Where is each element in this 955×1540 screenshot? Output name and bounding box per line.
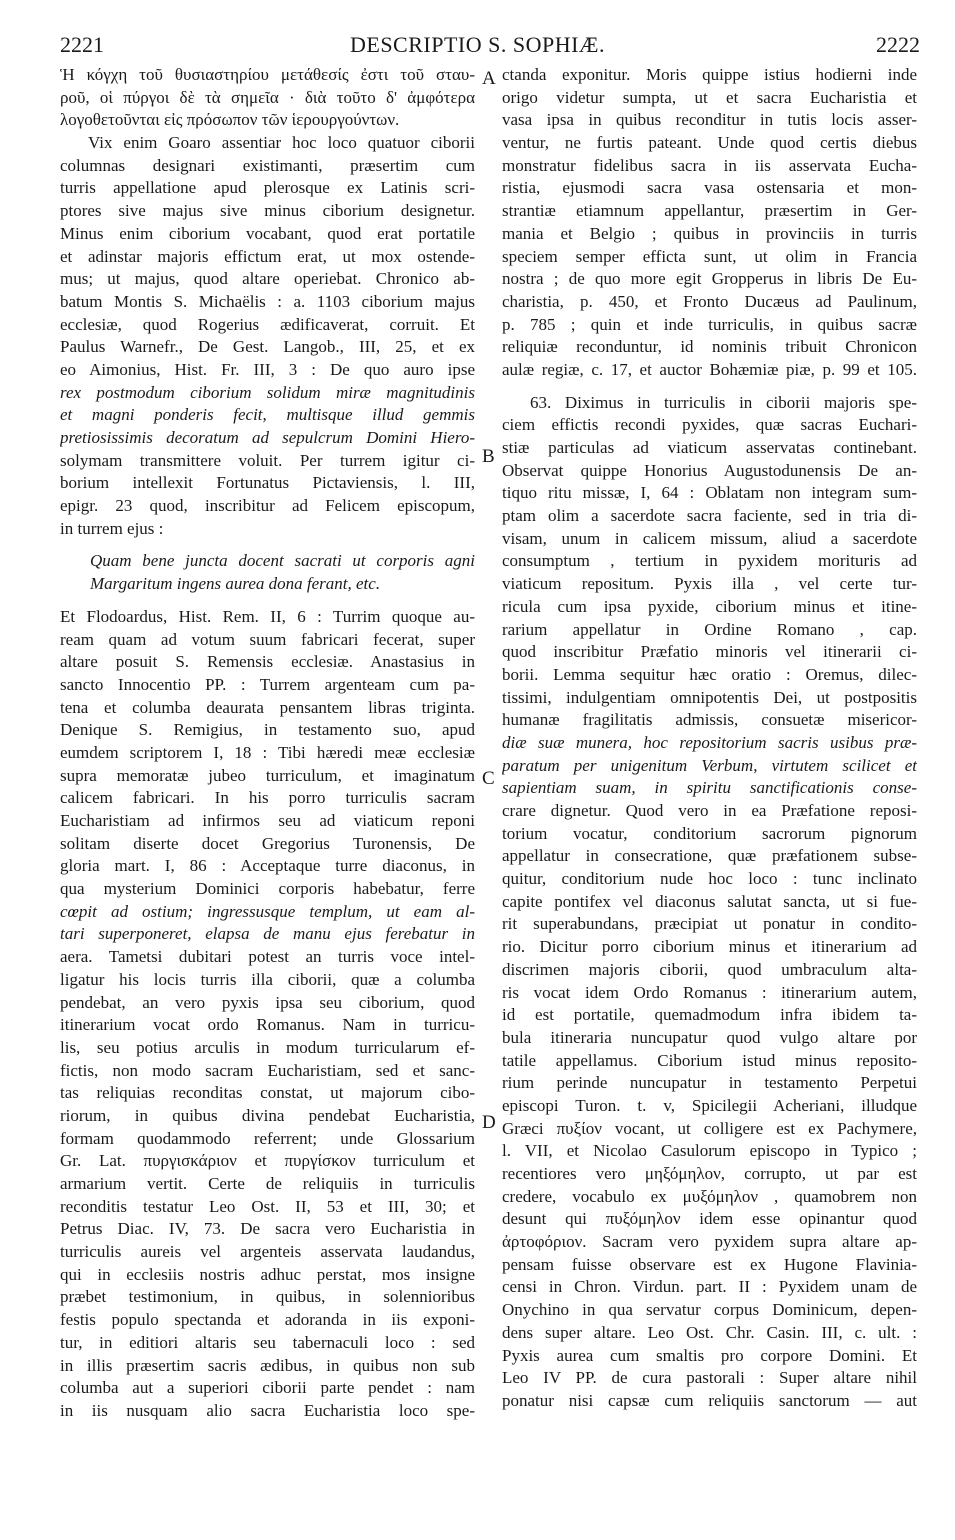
right-column-line: tatile appellamus. Ciborium istud minus reposito- xyxy=(502,1050,917,1070)
right-column-line: rit superabundans, præcipiat ut ponatur in condito- xyxy=(502,914,917,934)
right-column-line: humanæ fragilitatis admissis, consuetæ misericor- xyxy=(502,710,917,730)
left-column-line: in iis nusquam alio sacra Eucharistia loco spe- xyxy=(60,1400,475,1420)
left-column-line: columnas designari existimanti, præsertim cum xyxy=(60,155,475,175)
right-column-line: monstratur fidelibus sacra in iis asservata Eucha- xyxy=(502,155,917,175)
right-column-line: torium vocatur, conditorium sacrorum pignorum xyxy=(502,823,917,843)
left-column-line: pendebat, an vero pyxis ipsa seu ciborium, quod xyxy=(60,992,475,1012)
right-column-line: rium perinde nuncupatur in testamento Perpetui xyxy=(502,1073,917,1093)
left-column-line: epigr. 23 quod, inscribitur ad Felicem episcopum, xyxy=(60,496,475,516)
left-column-line: ecclesiæ, quod Rogerius ædificaverat, corruit. Et xyxy=(60,314,475,334)
right-column-line: ctanda exponitur. Moris quippe istius hodierni inde xyxy=(502,65,917,84)
left-column-line: in turrem ejus : xyxy=(60,518,164,538)
left-column-line: riorum, in quibus divina pendebat Eucharistia, xyxy=(60,1105,475,1125)
left-column-line: rex postmodum ciborium solidum miræ magnitudinis xyxy=(60,382,475,402)
left-column-line: ροῦ, οἱ πύργοι δὲ τὰ σημεῖα · διὰ τοῦτο δ' ἀμφότερα xyxy=(60,87,475,107)
right-column-line: Onychino in qua servatur corpus Dominicum, depen- xyxy=(502,1300,917,1320)
right-column-line: ventur, ne furtis pateant. Unde quod certis diebus xyxy=(502,133,917,153)
right-column-line: visam, unum in calicem missum, aliud a sacerdote xyxy=(502,528,917,548)
right-column-line: capite pontifex vel diaconus salutat sancta, ut si fue- xyxy=(502,891,917,911)
left-column-line: armarium vertit. Certe de reliquiis in turriculis xyxy=(60,1174,475,1193)
right-column xyxy=(502,64,917,1413)
left-column-line: cœpit ad ostium; ingressusque templum, ut eam al- xyxy=(60,901,475,921)
right-column-line: dens super altare. Leo Ost. Chr. Casin. III, c. ult. : xyxy=(502,1322,917,1342)
left-column-line: in illis præsertim sacris ædibus, in quibus non sub xyxy=(60,1355,475,1375)
left-column-line: Denique S. Remigius, in testamento suo, apud xyxy=(60,720,475,740)
page-number-left: 2221 xyxy=(60,32,104,57)
left-column-line: calicem fabricari. In his porro turriculis sacram xyxy=(60,788,475,808)
right-column-line: pensam fuisse observare est ex Hugone Flavinia- xyxy=(502,1254,917,1274)
left-column-line: fictis, non modo sacram Eucharistiam, sed et sanc- xyxy=(60,1060,475,1080)
right-column-line: ἀρτοφόριον. Sacram vero pyxidem supra altare ap- xyxy=(502,1232,917,1252)
left-column-line: Et Flodoardus, Hist. Rem. II, 6 : Turrim quoque au- xyxy=(60,606,475,626)
left-column-line: Minus enim ciborium vocabant, quod erat portatile xyxy=(60,223,475,243)
right-column-line: tiquo ritu missæ, I, 64 : Oblatam non integram sum- xyxy=(502,483,917,503)
right-column-line: mania et Belgio ; quibus in provinciis in turris xyxy=(502,223,917,243)
right-column-line: Observat quippe Honorius Augustodunensis De an- xyxy=(502,460,917,480)
right-column-line: sapientiam suam, in spiritu sanctificationis conse- xyxy=(502,778,917,798)
left-column-line: turris appellatione apud plerosque ex Latinis scri- xyxy=(60,178,475,198)
left-column-line: tas reliquias reconditas constat, ut majorum cibo- xyxy=(60,1083,475,1103)
right-column-line: reliquiæ reconduntur, id nominis tribuit Chronicon xyxy=(502,337,917,357)
right-column-line: quod inscribitur Præfatio minoris vel itinerarii ci- xyxy=(502,642,917,662)
left-column-line: itinerarium vocat ordo Romanus. Nam in turricu- xyxy=(60,1015,475,1035)
right-column-line: paratum per unigenitum Verbum, virtutem scilicet et xyxy=(502,755,917,775)
right-column-line: episcopi Turon. t. v, Spicilegii Acheriani, illudque xyxy=(502,1095,917,1115)
left-column-line: tena et columba deaurata pensantem libras triginta. xyxy=(60,697,475,717)
left-column-line: formam quodammodo referrent; unde Glossarium xyxy=(60,1128,475,1148)
right-column-line: viaticum repositum. Pyxis illa , vel certe tur- xyxy=(502,574,917,594)
stanza-gap xyxy=(60,540,475,550)
left-column-line: præbet testimonium, in quibus, in solennioribus xyxy=(60,1287,475,1307)
running-title: DESCRIPTIO S. SOPHIÆ. xyxy=(350,32,605,57)
right-column-line: desunt qui πυξόμηλον idem esse opinantur quod xyxy=(502,1209,917,1229)
left-column-line: Eucharistiam ad infirmos seu ad viaticum reponi xyxy=(60,811,475,830)
left-column-line: Paulus Warnefr., De Gest. Langob., III, 25, et ex xyxy=(60,337,475,357)
right-column-line: rio. Dicitur porro ciborium minus et itinerarium ad xyxy=(502,937,917,957)
right-column-line: crare dignetur. Quod vero in ea Præfatione reposi- xyxy=(502,801,917,820)
left-column-line: ptores sive majus sive minus ciborium designetur. xyxy=(60,201,475,221)
left-column-line: supra memoratæ jubeo turriculum, et imaginatum xyxy=(60,765,475,785)
left-column-line: columba aut a superiori ciborii parte pendet : nam xyxy=(60,1378,475,1398)
right-column-line: consumptum , tertium in pyxidem morituris ad xyxy=(502,551,917,571)
right-column-line: ptam olim a sacerdote sacra faciente, sed in tria di- xyxy=(502,506,917,526)
right-column-line: stiæ particulas ad viaticum asservatas continebant. xyxy=(502,438,917,457)
right-column-line: Pyxis aurea cum smaltis pro corpore Domini. Et xyxy=(502,1345,917,1365)
left-column-line: qui in ecclesiis nostris adhuc perstat, mos insigne xyxy=(60,1264,475,1284)
left-column-line: solitam diserte docet Gregorius Turonensis, De xyxy=(60,833,475,853)
left-column-line: Ἡ κόγχη τοῦ θυσιαστηρίου μετάθεσίς ἐστι τοῦ σταυ- xyxy=(60,65,475,84)
right-column-line: tissimi, indulgentiam omnipotentis Dei, ut postpositis xyxy=(502,687,917,707)
left-column-line: batum Montis S. Michaëlis : a. 1103 ciborium majus xyxy=(60,291,475,311)
left-column-line: aera. Tametsi dubitari potest an turris voce intel- xyxy=(60,947,475,967)
right-column-line: ciem effictis recondi pyxides, quæ sacras Euchari- xyxy=(502,415,917,435)
right-column-line: borii. Lemma sequitur hæc oratio : Oremus, dilec- xyxy=(502,664,917,684)
left-column-line: turriculis aureis vel argenteis asservata laudandus, xyxy=(60,1242,475,1262)
right-column-line: aulæ regiæ, c. 17, et auctor Bohæmiæ piæ, p. 99 et 105. xyxy=(502,359,917,379)
left-column-line: Petrus Diac. IV, 73. De sacra vero Eucharistia in xyxy=(60,1219,475,1239)
left-column-line: reconditis testatur Leo Ost. II, 53 et III, 30; et xyxy=(60,1196,475,1216)
right-column-line: strantiæ etiamnum appellantur, præsertim in Ger- xyxy=(502,201,917,221)
right-column-line: speciem semper efficta sunt, ut olim in Francia xyxy=(502,246,917,266)
left-column-line: pretiosissimis decoratum ad sepulcrum Domini Hiero- xyxy=(60,428,475,447)
left-column-line: altare posuit S. Remensis ecclesiæ. Anastasius in xyxy=(60,652,475,672)
right-column-line: ristia, ejusmodi sacra vasa ostensaria et mon- xyxy=(502,178,917,198)
margin-marker-d: D xyxy=(482,1112,496,1133)
right-column-line: nostra ; de quo more egit Gropperus in libris De Eu- xyxy=(502,269,917,289)
left-column-line: eo Aimonius, Hist. Fr. III, 3 : De quo auro ipse xyxy=(60,359,475,379)
right-column-line: discrimen majoris ciborii, quod umbraculum alta- xyxy=(502,959,917,979)
margin-marker-b: B xyxy=(482,446,495,467)
left-column-line: eumdem scriptorem I, 18 : Tibi hæredi meæ ecclesiæ xyxy=(60,742,475,762)
left-column-line: Quam bene juncta docent sacrati ut corporis agni xyxy=(90,551,475,571)
right-column-line: ris vocat idem Ordo Romanus : itinerarium autem, xyxy=(502,982,917,1002)
left-column-line: et adinstar majoris effictum erat, ut mox ostende- xyxy=(60,246,475,266)
right-column-line: quitur, conditorium nude hoc loco : tunc inclinato xyxy=(502,869,917,889)
left-column-line: mus; ut majus, quod altare operiebat. Chronico ab- xyxy=(60,269,475,289)
left-column-line: tari superponeret, elapsa de manu ejus ferebatur in xyxy=(60,924,475,944)
left-column-line: qua mysterium Dominici corporis habebatur, ferre xyxy=(60,879,475,899)
right-column-line: ricula cum ipsa pyxide, ciborium minus et itine- xyxy=(502,596,917,616)
right-column-line: rarium appellatur in Ordine Romano , cap. xyxy=(502,619,917,639)
left-column-line: Margaritum ingens aurea dona ferant, etc. xyxy=(90,574,381,594)
right-column-line: charistia, p. 450, et Fronto Ducæus ad Paulinum, xyxy=(502,291,917,311)
right-column-line: censi in Chron. Virdun. part. II : Pyxidem unam de xyxy=(502,1277,917,1297)
right-column-line: p. 785 ; quin et inde turriculis, in quibus sacræ xyxy=(502,314,917,334)
left-column-line: solymam transmittere voluit. Per turrem igitur ci- xyxy=(60,450,475,470)
right-column-line: diæ suæ munera, hoc repositorium sacris usibus præ- xyxy=(502,732,917,752)
right-column-line: origo videtur sumpta, ut et sacra Eucharistia et xyxy=(502,87,917,107)
left-column-line: Gr. Lat. πυργισκάριον et πυργίσκον turriculum et xyxy=(60,1151,475,1171)
right-column-line: id est portatile, quemadmodum infra ibidem ta- xyxy=(502,1005,917,1025)
left-column-line: gloria mart. I, 86 : Acceptaque turre diaconus, in xyxy=(60,856,475,876)
right-column-line: Græci πυξίον vocant, ut colligere est ex Pachymere, xyxy=(502,1118,917,1138)
right-column-line: vasa ipsa in quibus reconditur in tutis locis asser- xyxy=(502,110,917,130)
right-column-line: recentiores vero μηξόμηλον, corrupto, ut par est xyxy=(502,1164,917,1183)
right-column-line: appellatur in consecratione, quæ præfationem subse- xyxy=(502,846,917,866)
margin-marker-c: C xyxy=(482,768,495,789)
right-column-line: ponatur nisi capsæ cum reliquiis sanctorum — aut xyxy=(502,1390,917,1410)
right-column-line: credere, vocabulo ex μυξόμηλον , quamobrem non xyxy=(502,1186,917,1206)
left-column-line: ream quam ad votum suum fabricari fecerat, super xyxy=(60,629,475,649)
right-column-line: bula itineraria nuncupatur quod vulgo altare por xyxy=(502,1027,917,1047)
right-column-line: Leo IV PP. de cura pastorali : Super altare nihil xyxy=(502,1368,917,1388)
left-column-line: et magni ponderis fecit, multisque illud gemmis xyxy=(60,405,475,425)
right-column-line: l. VII, et Nicolao Casulorum episcopo in Typico ; xyxy=(502,1141,917,1161)
stanza-gap xyxy=(502,382,917,392)
left-column-line: ligatur his locis turris illa ciborii, quæ a columba xyxy=(60,969,475,989)
left-column xyxy=(60,64,475,1423)
stanza-gap xyxy=(60,596,475,606)
margin-marker-a: A xyxy=(482,68,496,89)
left-column-line: tur, in editiori altaris seu tabernaculi loco : sed xyxy=(60,1332,475,1352)
left-column-line: lis, seu potius arculis in modum turricularum ef- xyxy=(60,1037,475,1057)
left-column-line: Vix enim Goaro assentiar hoc loco quatuor ciborii xyxy=(88,133,475,153)
right-column-line: 63. Diximus in turriculis in ciborii majoris spe- xyxy=(530,392,917,412)
left-column-line: festis populo spectanda et adoranda in iis exponi- xyxy=(60,1310,475,1330)
page-number-right: 2222 xyxy=(876,32,920,57)
left-column-line: borium intellexit Fortunatus Pictaviensis, l. III, xyxy=(60,473,475,493)
left-column-line: λογοθετοῦνται εἰς πρόσωπον τῶν ἱερουργούντων. xyxy=(60,110,400,130)
left-column-line: sancto Innocentio PP. : Turrem argenteam cum pa- xyxy=(60,674,475,694)
